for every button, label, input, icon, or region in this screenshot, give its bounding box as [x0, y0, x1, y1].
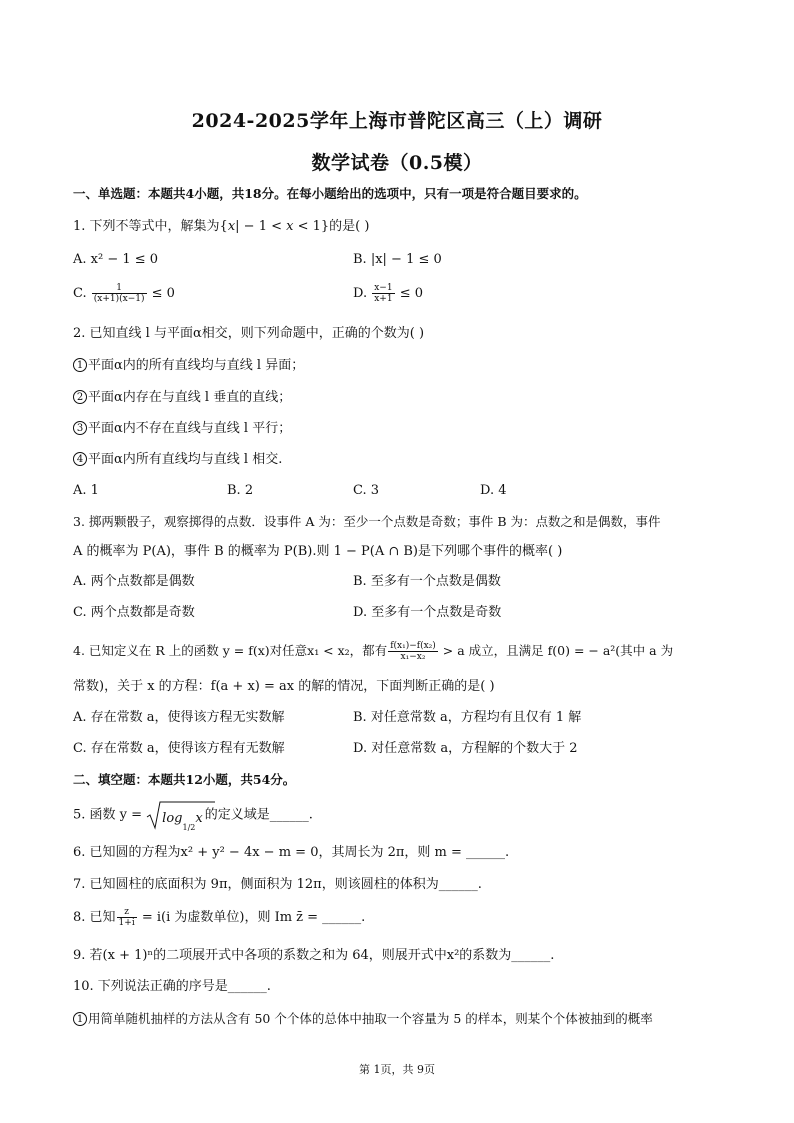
circled-number: 2	[73, 390, 87, 404]
fraction-numerator: f(x₁)−f(x₂)	[390, 641, 436, 651]
question-1-option-b: B. |x| − 1 ≤ 0	[353, 252, 442, 267]
log-text: log	[162, 811, 183, 826]
fraction	[372, 283, 394, 304]
question-2-option-d: D. 4	[480, 483, 507, 498]
question-1-option-d	[353, 283, 423, 304]
question-4-option-a: A. 存在常数 a，使得该方程无实数解	[73, 710, 285, 725]
question-2-option-a: A. 1	[73, 483, 99, 498]
item-text: 平面α内的所有直线均与直线 l 异面；	[88, 358, 305, 373]
question-9: 9. 若(x + 1)ⁿ的二项展开式中各项的系数之和为 64，则展开式中x²的系数为______.	[73, 948, 555, 963]
question-1-stem	[73, 218, 369, 236]
question-3-option-d: D. 至多有一个点数是奇数	[353, 605, 502, 620]
fraction	[388, 641, 438, 662]
fraction-numerator: z	[117, 907, 137, 918]
question-4-option-c: C. 存在常数 a，使得该方程有无数解	[73, 741, 285, 756]
q1-stem-part: | − 1 <	[235, 219, 287, 234]
q1-stem-var: x	[227, 219, 236, 234]
question-1-option-c	[73, 283, 175, 304]
question-4-line-1	[73, 641, 673, 662]
q1-stem-var: x	[286, 219, 294, 234]
question-1-option-a: A. x² − 1 ≤ 0	[73, 252, 159, 267]
question-10-stem: 10. 下列说法正确的序号是______.	[73, 979, 271, 994]
question-3-option-c: C. 两个点数都是奇数	[73, 605, 195, 620]
question-2-item-4	[73, 451, 282, 469]
fraction-denominator: (x+1)(x−1)	[93, 294, 145, 304]
question-2-option-b: B. 2	[227, 483, 254, 498]
option-tail: ≤ 0	[395, 286, 424, 301]
option-label: C.	[73, 286, 87, 301]
q4-text: 4. 已知定义在 R 上的函数 y = f(x)对任意x₁ < x₂，都有	[73, 643, 388, 658]
circled-number: 1	[73, 1012, 87, 1026]
item-text: 平面α内存在与直线 l 垂直的直线；	[88, 390, 292, 405]
question-3-line-1: 3. 掷两颗骰子，观察掷得的点数．设事件 A 为：至少一个点数是奇数；事件 B 为：点数之和是偶数，事件	[73, 514, 661, 529]
option-tail: ≤ 0	[147, 286, 175, 301]
log-base: 1/2	[182, 823, 196, 832]
sqrt-sign-icon	[146, 800, 216, 830]
question-5	[73, 800, 313, 831]
circled-number: 3	[73, 421, 87, 435]
section-2-heading: 二、填空题：本题共12小题，共54分。	[73, 772, 296, 787]
question-4-line-2: 常数)，关于 x 的方程：f(a + x) = ax 的解的情况，下面判断正确的是( )	[73, 679, 495, 694]
q5-prefix: 5. 函数 y =	[73, 807, 147, 823]
fraction-numerator: 1	[92, 283, 147, 294]
fraction	[117, 907, 137, 928]
q5-suffix: 的定义域是______.	[204, 807, 313, 823]
question-6: 6. 已知圆的方程为x² + y² − 4x − m = 0，其周长为 2π，则 m = ______.	[73, 845, 510, 860]
q1-stem-part: < 1}的是( )	[293, 219, 370, 234]
fraction-denominator: x₁−x₂	[400, 652, 426, 662]
question-7: 7. 已知圆柱的底面积为 9π，侧面积为 12π，则该圆柱的体积为______.	[73, 877, 482, 892]
question-2-item-1	[73, 357, 304, 375]
log-var: x	[195, 811, 203, 826]
q4-text: > a 成立，且满足 f(0) = − a²(其中 a 为	[438, 643, 674, 658]
fraction-denominator: x+1	[374, 294, 393, 304]
question-2-item-3	[73, 420, 291, 438]
question-3-option-a: A. 两个点数都是偶数	[73, 574, 195, 589]
question-8	[73, 907, 365, 928]
q8-prefix: 8. 已知	[73, 910, 116, 925]
question-4-option-d: D. 对任意常数 a，方程解的个数大于 2	[353, 741, 578, 756]
exam-title: 2024-2025学年上海市普陀区高三（上）调研	[191, 110, 603, 132]
question-4-option-b: B. 对任意常数 a，方程均有且仅有 1 解	[353, 710, 582, 725]
item-text: 平面α内不存在直线与直线 l 平行；	[88, 421, 292, 436]
item-text: 用简单随机抽样的方法从含有 50 个个体的总体中抽取一个容量为 5 的样本，则某个个体被抽到的概率	[88, 1011, 653, 1026]
question-2-option-c: C. 3	[353, 483, 380, 498]
q8-suffix: = i(i 为虚数单位)，则 Im z̄ = ______.	[137, 910, 366, 925]
question-2-stem: 2. 已知直线 l 与平面α相交，则下列命题中，正确的个数为( )	[73, 326, 425, 341]
exam-subtitle: 数学试卷（0.5模）	[311, 152, 483, 174]
option-label: D.	[353, 286, 368, 301]
question-3-line-2: A 的概率为 P(A)，事件 B 的概率为 P(B).则 1 − P(A ∩ B)是下列哪个事件的概率( )	[73, 544, 563, 559]
question-3-option-b: B. 至多有一个点数是偶数	[353, 574, 501, 589]
circled-number: 4	[73, 452, 87, 466]
q1-stem-part: 1. 下列不等式中，解集为{	[73, 219, 228, 234]
page-footer: 第 1页，共 9页	[359, 1063, 435, 1076]
fraction-numerator: x−1	[374, 283, 393, 293]
fraction	[92, 283, 147, 304]
sqrt-expression	[146, 800, 205, 830]
section-1-heading: 一、单选题：本题共4小题，共18分。在每小题给出的选项中，只有一项是符合题目要求的。	[73, 186, 587, 201]
question-2-item-2	[73, 389, 291, 407]
fraction-denominator: 1+i	[118, 918, 135, 928]
question-10-item-1	[73, 1010, 653, 1028]
circled-number: 1	[73, 358, 87, 372]
item-text: 平面α内所有直线均与直线 l 相交.	[88, 452, 283, 467]
